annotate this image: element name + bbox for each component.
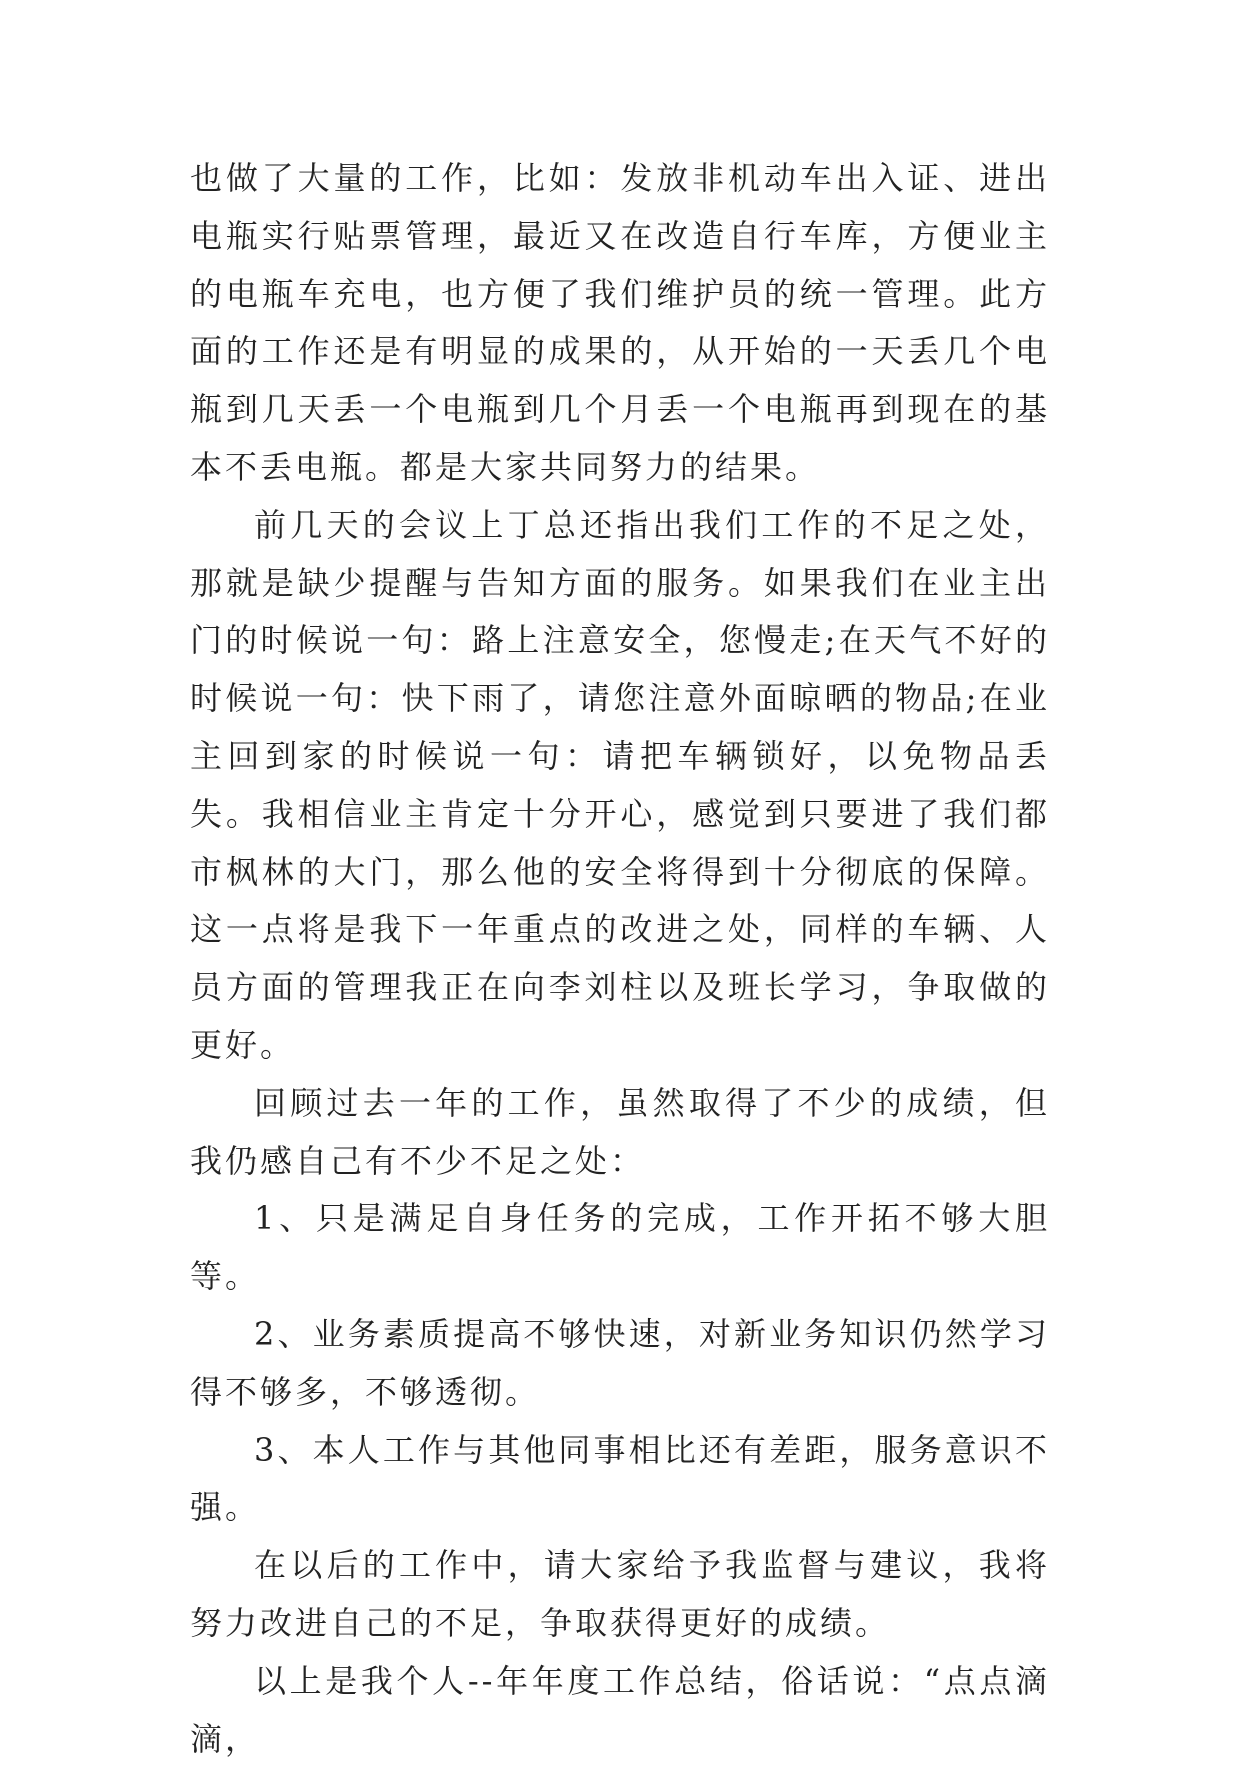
paragraph-4: 在以后的工作中，请大家给予我监督与建议，我将努力改进自己的不足，争取获得更好的成绩。	[190, 1546, 1050, 1642]
list-item-3: 3、本人工作与其他同事相比还有差距，服务意识不强。	[190, 1430, 1050, 1527]
paragraph-1: 也做了大量的工作，比如：发放非机动车出入证、进出电瓶实行贴票管理，最近又在改造自行车库，方便业主的电瓶车充电，也方便了我们维护员的统一管理。此方面的工作还是有明显的成果的，从开始的一天丢几个电瓶到几天丢一个电瓶到几个月丢一个电瓶再到现在的基本不丢电瓶。都是大家共同努力的结果。	[190, 159, 1050, 486]
paragraph-2: 前几天的会议上丁总还指出我们工作的不足之处，那就是缺少提醒与告知方面的服务。如果我们在业主出门的时候说一句：路上注意安全，您慢走;在天气不好的时候说一句：快下雨了，请您注意外面晾晒的物品;在业主回到家的时候说一句：请把车辆锁好，以免物品丢失。我相信业主肯定十分开心，感觉到只要进了我们都市枫林的大门，那么他的安全将得到十分彻底的保障。这一点将是我下一年重点的改进之处，同样的车辆、人员方面的管理我正在向李刘柱以及班长学习，争取做的更好。	[190, 505, 1050, 1064]
paragraph-3: 回顾过去一年的工作，虽然取得了不少的成绩，但我仍感自己有不少不足之处：	[190, 1083, 1050, 1180]
document-body	[190, 150, 1050, 1768]
paragraph-5: 以上是我个人--年年度工作总结，俗话说：“点点滴滴，	[190, 1661, 1050, 1758]
list-item-2: 2、业务素质提高不够快速，对新业务知识仍然学习得不够多，不够透彻。	[190, 1314, 1050, 1411]
list-item-1: 1、只是满足自身任务的完成，工作开拓不够大胆等。	[190, 1199, 1050, 1296]
